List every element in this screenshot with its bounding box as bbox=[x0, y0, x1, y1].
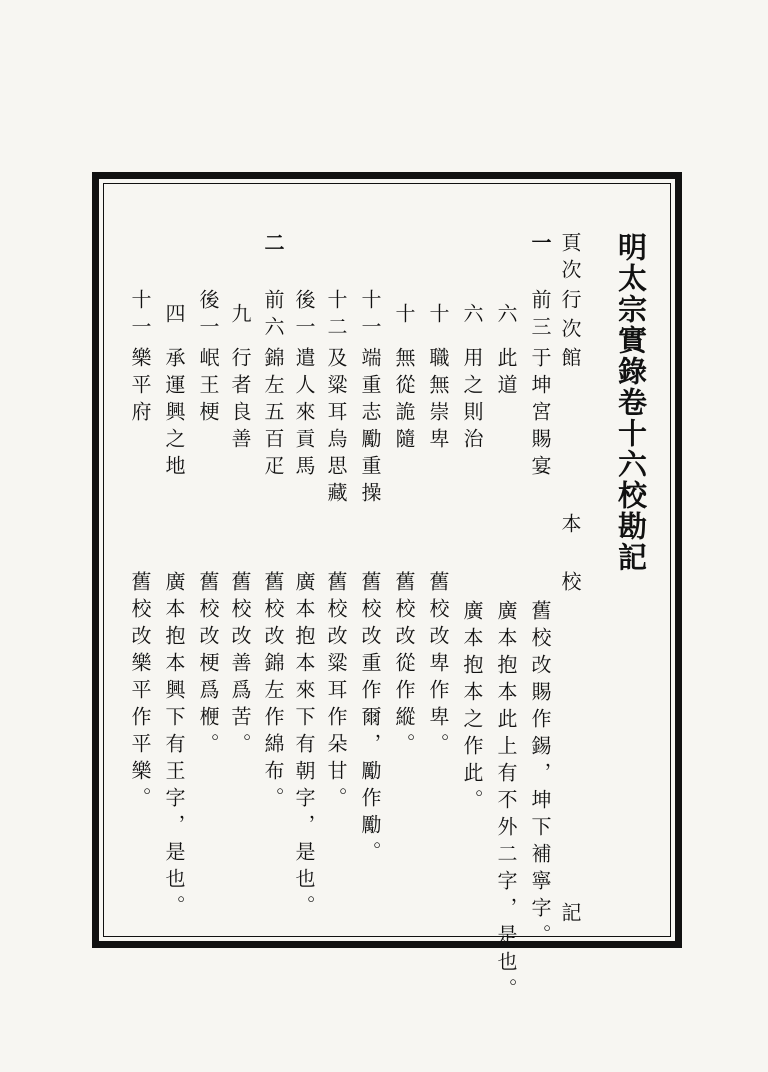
entry-line: 後一 bbox=[196, 289, 220, 343]
entry-line: 六 bbox=[494, 303, 518, 330]
entry-note: 舊校改卑作卑。 bbox=[426, 571, 450, 760]
entry-line: 十二 bbox=[324, 289, 348, 343]
entry-text: 岷王梗 bbox=[196, 347, 220, 428]
entry-note: 舊校改善爲苦。 bbox=[228, 571, 252, 760]
entry-note: 舊校改粱耳作朵甘。 bbox=[324, 571, 348, 814]
entry-line: 前六 bbox=[261, 289, 285, 343]
header-page-number-label: 頁次 bbox=[558, 232, 582, 286]
entry-line: 四 bbox=[162, 303, 186, 330]
entry-text: 樂平府 bbox=[128, 347, 152, 428]
entry-line: 前三 bbox=[528, 289, 552, 343]
header-collation-label: 校 bbox=[558, 571, 582, 598]
entry-text: 承運興之地 bbox=[162, 347, 186, 482]
entry-text: 行者良善 bbox=[228, 347, 252, 455]
entry-note: 舊校改重作爾，勵作勵。 bbox=[358, 571, 382, 868]
entry-line: 九 bbox=[228, 303, 252, 330]
entry-note: 舊校改從作縱。 bbox=[392, 571, 416, 760]
entry-text: 職無崇卑 bbox=[426, 347, 450, 455]
entry-text: 錦左五百疋 bbox=[261, 347, 285, 482]
entry-line: 六 bbox=[460, 303, 484, 330]
entry-note: 廣本抱本此上有不外二字，是也。 bbox=[494, 600, 518, 1005]
entry-note: 舊校改樂平作平樂。 bbox=[128, 571, 152, 814]
entry-text: 端重志勵重操 bbox=[358, 347, 382, 509]
entry-line: 十 bbox=[392, 303, 416, 330]
entry-text: 遣人來貢馬 bbox=[292, 347, 316, 482]
entry-note: 廣本抱本興下有王字，是也。 bbox=[162, 571, 186, 922]
entry-text: 及粱耳烏思藏 bbox=[324, 347, 348, 509]
header-line-label: 行 bbox=[558, 289, 582, 316]
entry-note: 舊校改賜作錫，坤下補寧字。 bbox=[528, 600, 552, 951]
header-hall-label: 館 bbox=[558, 347, 582, 374]
header-order-label: 次 bbox=[558, 318, 582, 345]
entry-line: 十一 bbox=[128, 289, 152, 343]
entry-line: 十 bbox=[426, 303, 450, 330]
entry-line: 後一 bbox=[292, 289, 316, 343]
entry-page-number: 二 bbox=[261, 232, 285, 260]
header-edition-label: 本 bbox=[558, 513, 582, 540]
entry-text: 無從詭隨 bbox=[392, 347, 416, 455]
entry-note: 舊校改錦左作綿布。 bbox=[261, 571, 285, 814]
entry-text: 此道 bbox=[494, 347, 518, 401]
header-record-label: 記 bbox=[558, 902, 582, 929]
entry-note: 廣本抱本之作此。 bbox=[460, 600, 484, 816]
entry-page-number: 一 bbox=[528, 232, 552, 260]
entry-line: 十一 bbox=[358, 289, 382, 343]
entry-note: 舊校改梗爲楩。 bbox=[196, 571, 220, 760]
entry-note: 廣本抱本來下有朝字，是也。 bbox=[292, 571, 316, 922]
document-title: 明太宗實錄卷十六校勘記 bbox=[614, 232, 648, 573]
entry-text: 用之則治 bbox=[460, 347, 484, 455]
entry-text: 于坤宮賜宴 bbox=[528, 347, 552, 482]
